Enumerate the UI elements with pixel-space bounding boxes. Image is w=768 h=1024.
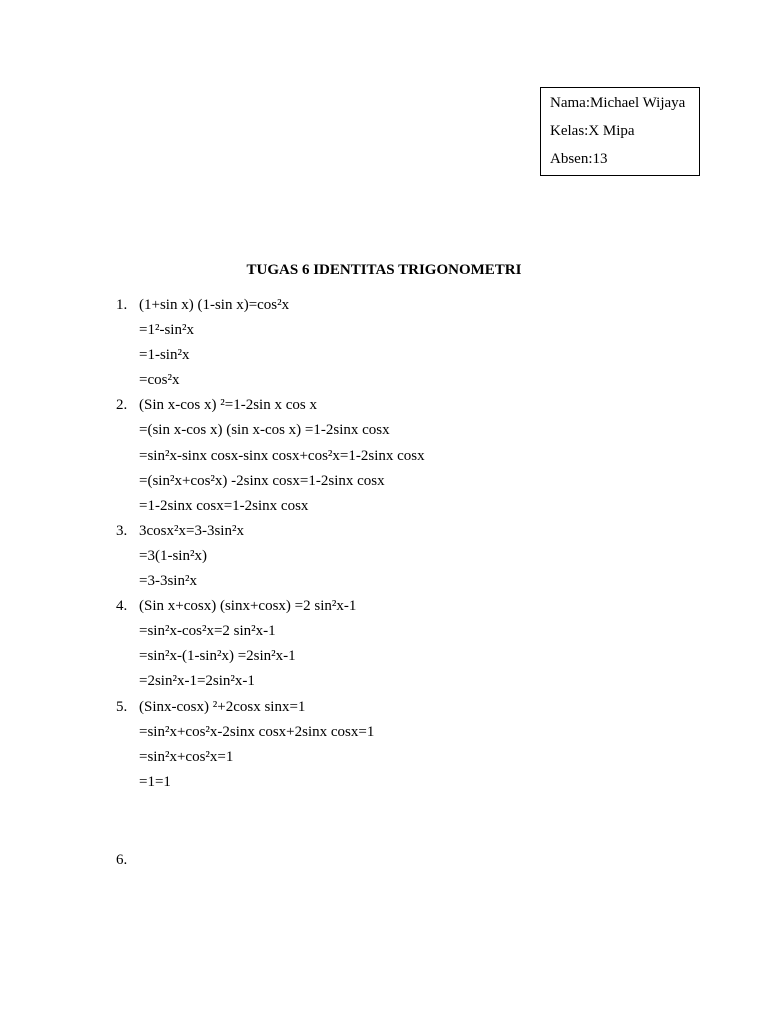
solution-step: =(sin²x+cos²x) -2sinx cosx=1-2sinx cosx xyxy=(139,472,385,489)
solution-step: =2sin²x-1=2sin²x-1 xyxy=(139,673,255,690)
student-number: Absen:13 xyxy=(550,151,608,167)
problem-number: 5. xyxy=(116,698,128,715)
solution-step: =1²-sin²x xyxy=(139,322,194,339)
solution-step: =sin²x-sinx cosx-sinx cosx+cos²x=1-2sinx cosx xyxy=(139,447,425,464)
problem-1-step xyxy=(0,319,768,344)
problem-5-step xyxy=(0,746,768,771)
problem-5-step xyxy=(0,721,768,746)
problem-statement: (Sinx-cosx) ²+2cosx sinx=1 xyxy=(139,698,306,715)
problem-4-step xyxy=(0,645,768,670)
problem-2-step xyxy=(0,495,768,520)
problem-1-line xyxy=(0,294,768,319)
solution-step: =1-2sinx cosx=1-2sinx cosx xyxy=(139,497,309,514)
solution-step: =(sin x-cos x) (sin x-cos x) =1-2sinx cosx xyxy=(139,422,390,439)
problem-2-step xyxy=(0,445,768,470)
problem-2-line xyxy=(0,394,768,419)
problem-number: 1. xyxy=(116,297,128,313)
problem-1-step xyxy=(0,344,768,369)
problem-5-line xyxy=(0,696,768,721)
solution-step: =sin²x-cos²x=2 sin²x-1 xyxy=(139,623,276,640)
problem-3-line xyxy=(0,520,768,545)
solution-step: =1-sin²x xyxy=(139,347,190,364)
problem-number: 4. xyxy=(116,598,128,615)
solution-step: =3-3sin²x xyxy=(139,573,197,590)
solution-step: =sin²x-(1-sin²x) =2sin²x-1 xyxy=(139,648,296,665)
problem-statement: (Sin x+cosx) (sinx+cosx) =2 sin²x-1 xyxy=(139,598,357,615)
solution-step: =1=1 xyxy=(139,773,171,790)
solution-step: =sin²x+cos²x-2sinx cosx+2sinx cosx=1 xyxy=(139,723,375,740)
problem-5-step xyxy=(0,771,768,796)
problem-4-step xyxy=(0,670,768,695)
student-info-box xyxy=(540,87,700,176)
problem-2-step xyxy=(0,470,768,495)
problem-2-step xyxy=(0,419,768,444)
problem-number: 3. xyxy=(116,522,128,539)
solution-step: =sin²x+cos²x=1 xyxy=(139,748,234,765)
problem-6-number: 6. xyxy=(116,852,128,868)
solution-step: =cos²x xyxy=(139,372,180,389)
problem-3-step xyxy=(0,545,768,570)
assignment-title: TUGAS 6 IDENTITAS TRIGONOMETRI xyxy=(246,262,522,278)
problem-number: 2. xyxy=(116,397,128,414)
student-name: Nama:Michael Wijaya xyxy=(550,95,686,111)
problem-4-step xyxy=(0,620,768,645)
problem-statement: (Sin x-cos x) ²=1-2sin x cos x xyxy=(139,397,317,414)
problem-statement: (1+sin x) (1-sin x)=cos²x xyxy=(139,297,290,313)
problem-4-line xyxy=(0,595,768,620)
student-class: Kelas:X Mipa xyxy=(550,123,635,139)
problem-statement: 3cosx²x=3-3sin²x xyxy=(139,522,244,539)
problem-list xyxy=(0,294,768,796)
solution-step: =3(1-sin²x) xyxy=(139,547,207,564)
problem-1-step xyxy=(0,369,768,394)
problem-3-step xyxy=(0,570,768,595)
